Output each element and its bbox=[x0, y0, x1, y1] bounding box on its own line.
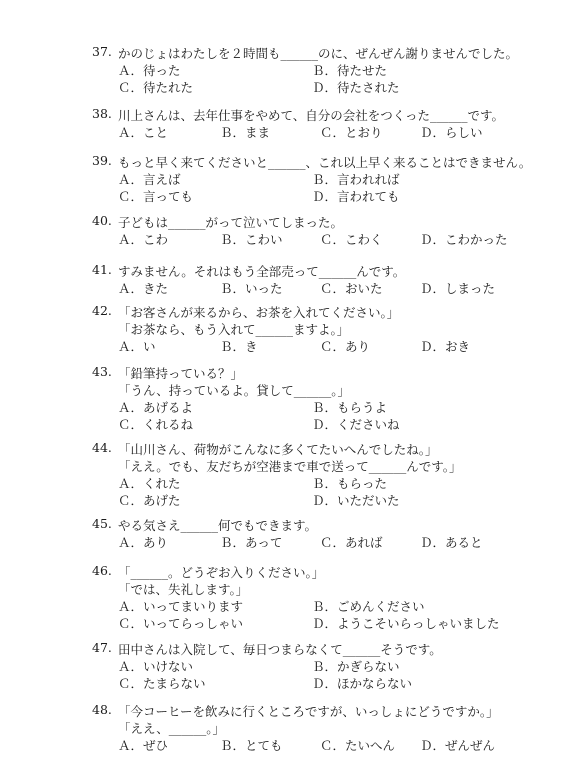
answer-option: Ｂ．言われれば bbox=[312, 172, 400, 187]
answer-option: Ｂ．かぎらない bbox=[312, 659, 400, 674]
answer-option: Ａ．いけない bbox=[118, 659, 194, 674]
question-number: 37. bbox=[92, 44, 112, 59]
answer-option: Ａ．待った bbox=[118, 63, 181, 78]
answer-option: Ｃ．おいた bbox=[320, 281, 383, 296]
answer-option: Ａ．い bbox=[118, 339, 156, 354]
question-stem: 「鉛筆持っている？」 bbox=[118, 366, 244, 381]
answer-option: Ａ．こと bbox=[118, 125, 169, 140]
answer-option: Ａ．あげるよ bbox=[118, 400, 194, 415]
question-stem: 「うん、持っているよ。貸して______。」 bbox=[118, 383, 351, 398]
question-stem: 「山川さん、荷物がこんなに多くてたいへんでしたね。」 bbox=[118, 442, 438, 457]
answer-option: Ｂ．ごめんください bbox=[312, 599, 425, 614]
question-stem: 「では、失礼します。」 bbox=[118, 582, 249, 597]
question-number: 41. bbox=[92, 262, 112, 277]
question-stem: 「お茶なら、もう入れて______ますよ。」 bbox=[118, 322, 350, 337]
question-number: 44. bbox=[92, 440, 112, 455]
answer-option: Ｃ．たいへん bbox=[320, 738, 396, 753]
answer-option: Ｃ．とおり bbox=[320, 125, 383, 140]
answer-option: Ｃ．くれるね bbox=[118, 417, 194, 432]
answer-option: Ａ．言えば bbox=[118, 172, 181, 187]
question-number: 47. bbox=[92, 640, 112, 655]
question-stem: 「______。どうぞお入りください。」 bbox=[118, 565, 325, 580]
answer-option: Ａ．いってまいります bbox=[118, 599, 244, 614]
answer-option: Ｃ．こわく bbox=[320, 232, 383, 247]
question-stem: もっと早く来てくださいと______、これ以上早く来ることはできません。 bbox=[118, 155, 532, 170]
answer-option: Ｄ．待たされた bbox=[312, 80, 400, 95]
question-stem: 川上さんは、去年仕事をやめて、自分の会社をつくった______です。 bbox=[118, 108, 505, 123]
answer-option: Ｃ．いってらっしゃい bbox=[118, 616, 244, 631]
answer-option: Ａ．こわ bbox=[118, 232, 169, 247]
answer-option: Ｂ．まま bbox=[220, 125, 271, 140]
question-stem: 「お客さんが来るから、お茶を入れてください。」 bbox=[118, 305, 400, 320]
answer-option: Ｂ．待たせた bbox=[312, 63, 388, 78]
answer-option: Ｂ．こわい bbox=[220, 232, 283, 247]
answer-option: Ｂ．あって bbox=[220, 535, 283, 550]
question-stem: 「今コーヒーを飲みに行くところですが、いっしょにどうですか。」 bbox=[118, 704, 499, 719]
answer-option: Ｂ．もらった bbox=[312, 476, 388, 491]
answer-option: Ｄ．ほかならない bbox=[312, 676, 413, 691]
answer-option: Ｂ．とても bbox=[220, 738, 283, 753]
question-stem: やる気さえ______何でもできます。 bbox=[118, 518, 318, 533]
answer-option: Ｄ．ようこそいらっしゃいました bbox=[312, 616, 500, 631]
question-stem: かのじょはわたしを２時間も______のに、ぜんぜん謝りませんでした。 bbox=[118, 46, 519, 61]
question-stem: 田中さんは入院して、毎日つまらなくて______そうです。 bbox=[118, 642, 442, 657]
answer-option: Ｄ．くださいね bbox=[312, 417, 400, 432]
answer-option: Ｂ．き bbox=[220, 339, 258, 354]
question-stem: すみません。それはもう全部売って______んです。 bbox=[118, 264, 406, 279]
answer-option: Ｄ．しまった bbox=[420, 281, 496, 296]
question-number: 43. bbox=[92, 364, 112, 379]
answer-option: Ａ．あり bbox=[118, 535, 169, 550]
answer-option: Ｄ．らしい bbox=[420, 125, 483, 140]
question-number: 42. bbox=[92, 303, 112, 318]
question-number: 40. bbox=[92, 213, 112, 228]
answer-option: Ｃ．あげた bbox=[118, 493, 181, 508]
question-stem: 「ええ、______。」 bbox=[118, 721, 226, 736]
answer-option: Ａ．くれた bbox=[118, 476, 181, 491]
question-number: 45. bbox=[92, 516, 112, 531]
answer-option: Ｃ．たまらない bbox=[118, 676, 206, 691]
answer-option: Ｃ．言っても bbox=[118, 189, 194, 204]
answer-option: Ｄ．こわかった bbox=[420, 232, 508, 247]
answer-option: Ｄ．ぜんぜん bbox=[420, 738, 496, 753]
question-number: 48. bbox=[92, 702, 112, 717]
answer-option: Ｄ．あると bbox=[420, 535, 483, 550]
answer-option: Ｃ．待たれた bbox=[118, 80, 194, 95]
answer-option: Ｄ．いただいた bbox=[312, 493, 400, 508]
answer-option: Ａ．ぜひ bbox=[118, 738, 169, 753]
answer-option: Ｂ．いった bbox=[220, 281, 283, 296]
answer-option: Ｃ．あれば bbox=[320, 535, 383, 550]
question-stem: 子どもは______がって泣いてしまった。 bbox=[118, 215, 344, 230]
question-number: 46. bbox=[92, 563, 112, 578]
answer-option: Ａ．きた bbox=[118, 281, 169, 296]
question-number: 39. bbox=[92, 153, 112, 168]
question-number: 38. bbox=[92, 106, 112, 121]
answer-option: Ｃ．あり bbox=[320, 339, 371, 354]
question-stem: 「ええ。でも、友だちが空港まで車で送って______んです。」 bbox=[118, 459, 462, 474]
answer-option: Ｄ．おき bbox=[420, 339, 471, 354]
answer-option: Ｂ．もらうよ bbox=[312, 400, 388, 415]
answer-option: Ｄ．言われても bbox=[312, 189, 400, 204]
